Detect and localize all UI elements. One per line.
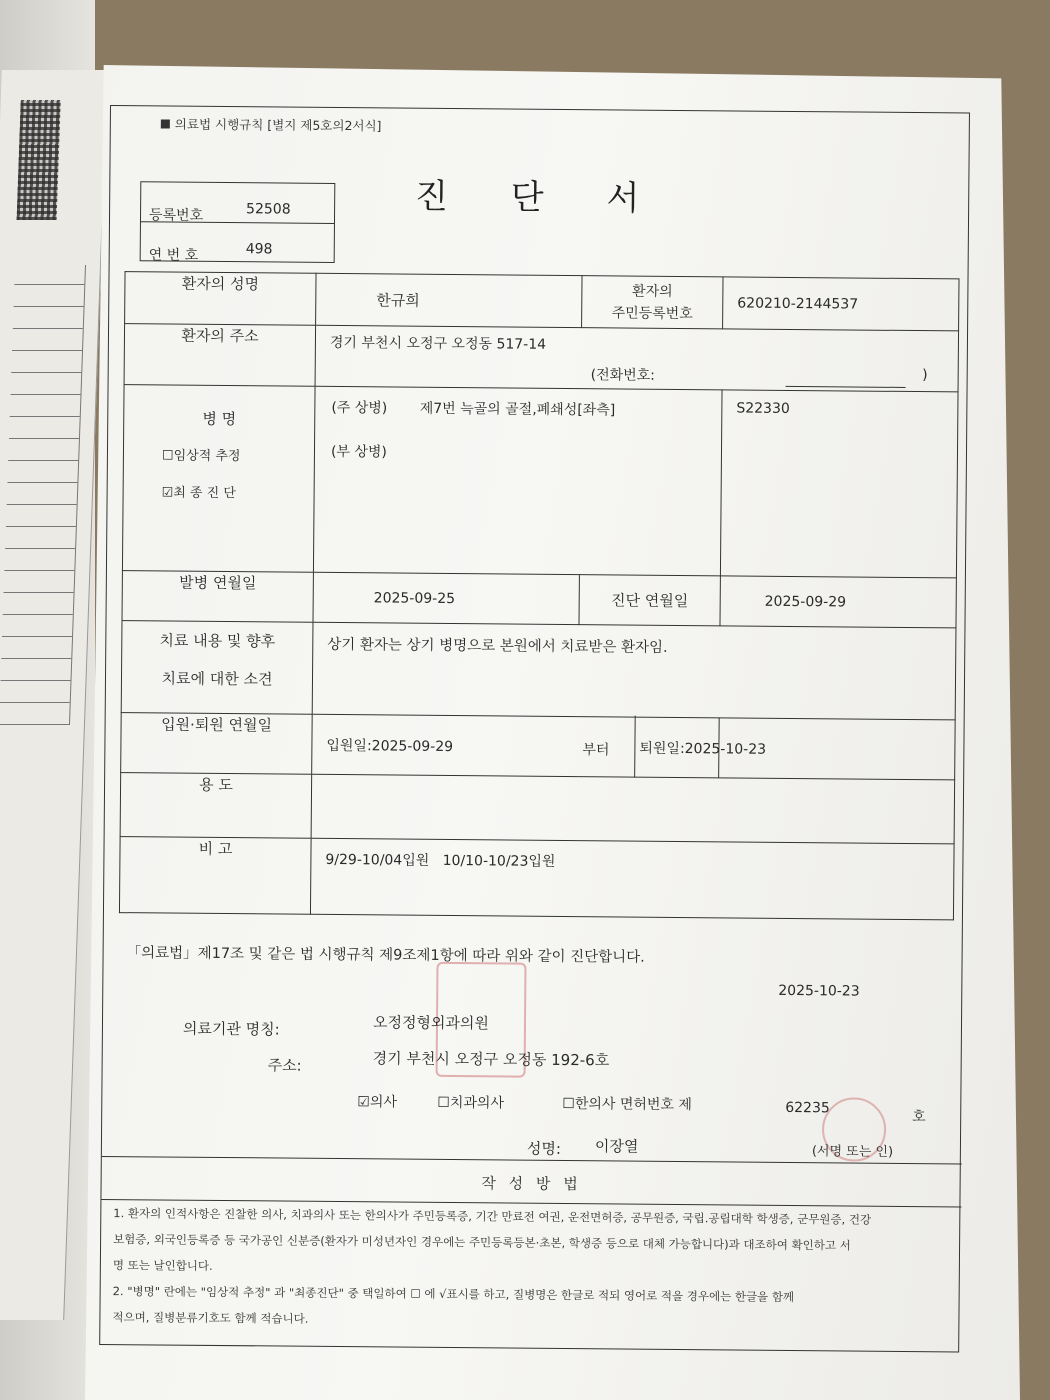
- option-doctor-label: 의사: [369, 1094, 398, 1111]
- option-clinical-label: 임상적 추정: [173, 448, 241, 465]
- diagnosis-label-cell: [122, 385, 315, 573]
- certification-date: 2025-10-23: [778, 982, 860, 1000]
- secondary-label: (부 상병): [330, 443, 388, 461]
- option-dentist-label: 치과의사: [449, 1095, 505, 1112]
- rrn-label-line2: 주민등록번호: [611, 304, 693, 322]
- method-item1-line3: 명 또는 날인합니다.: [112, 1258, 213, 1273]
- writing-method-section: [100, 1156, 962, 1354]
- checkbox-unchecked-icon[interactable]: ☐: [161, 448, 174, 464]
- square-bullet-icon: [161, 119, 170, 128]
- treatment-label: [121, 621, 313, 715]
- onset-date: 2025-09-25: [313, 572, 579, 624]
- institution-label: 의료기관 명칭:: [182, 1019, 280, 1039]
- admit-date: 입원일:2025-09-29: [326, 737, 454, 755]
- certification-statement: 「의료법」제17조 및 같은 법 시행규칙 제9조제1항에 따라 위와 같이 진단합니다.: [126, 945, 645, 966]
- license-ho: 호: [912, 1109, 926, 1126]
- document-title: 진 단 서: [414, 176, 666, 219]
- adjacent-sheet-grid: [0, 265, 86, 725]
- sign-note: (서명 또는 인): [811, 1144, 894, 1160]
- primary-diagnosis: [315, 387, 721, 431]
- option-oriental[interactable]: ☐한의사 면허번호 제: [562, 1095, 693, 1114]
- admission-divider: [634, 716, 636, 778]
- method-title: 작 성 방 법: [101, 1157, 961, 1208]
- admission-label: 입원·퇴원 연월일: [121, 713, 313, 775]
- registration-box: [140, 181, 336, 263]
- institution-address-label: 주소:: [267, 1056, 302, 1075]
- from-label: 부터: [582, 742, 610, 759]
- option-final-label: 최 종 진 단: [173, 485, 236, 502]
- address-label: 환자의 주소: [124, 324, 316, 387]
- primary-code: S22330: [736, 400, 790, 417]
- option-dentist[interactable]: ☐치과의사: [437, 1094, 505, 1112]
- method-item2-line1: 2. "병명" 란에는 "임상적 추정" 과 "최종진단" 중 택일하여 ☐ 에 √표시를 하고, 질병명은 한글로 적되 영어로 적을 경우에는 한글을 함께: [112, 1284, 795, 1305]
- institution-address: 경기 부천시 오정구 오정동 192-6호: [372, 1049, 610, 1070]
- serial-label: 연 번 호: [148, 247, 199, 264]
- serial-value: 498: [245, 241, 273, 258]
- discharge-date: 퇴원일:2025-10-23: [639, 740, 767, 758]
- qr-code-icon: [17, 100, 61, 220]
- method-item1-line2: 보험증, 외국인등록증 등 국가공인 신분증(환자가 미성년자인 경우에는 주민등록등본·초본, 학생증 등으로 대체 가능합니다)과 대조하여 확인하고 서: [113, 1232, 851, 1253]
- checkbox-checked-icon[interactable]: ☑: [161, 485, 174, 501]
- patient-name-label: 환자의 성명: [125, 272, 316, 326]
- rrn-label-line1: 환자의: [632, 283, 673, 300]
- onset-label: 발병 연월일: [122, 571, 313, 623]
- form-reference: [161, 114, 382, 134]
- signer-name: 이장열: [594, 1137, 639, 1156]
- phone-label: (전화번호:: [590, 367, 656, 384]
- signer-label: 성명:: [526, 1139, 562, 1158]
- primary-label: (주 상병): [331, 399, 388, 417]
- remarks-label: 비 고: [119, 837, 311, 915]
- certification-section: [117, 941, 954, 1178]
- diag-date: 2025-09-29: [720, 576, 956, 628]
- phone-underline: [786, 386, 906, 388]
- certificate-table: [119, 271, 960, 920]
- remarks-value: 9/29-10/04입원 10/10-10/23입원: [325, 851, 556, 870]
- form-reference-text: 의료법 시행규칙 [별지 제5호의2서식]: [174, 116, 382, 134]
- option-oriental-label: 한의사 면허번호 제: [574, 1096, 693, 1114]
- method-item1-line1: 1. 환자의 인적사항은 진찰한 의사, 치과의사 또는 한의사가 주민등록증, 기간 만료전 여권, 운전면허증, 공무원증, 국립.공립대학 학생증, 군무원증, 건강: [113, 1206, 872, 1227]
- treatment-label-line2: 치료에 대한 소견: [161, 669, 273, 689]
- diagnosis-certificate: [99, 105, 970, 1352]
- institution-name: 오정정형외과의원: [372, 1013, 490, 1033]
- reg-no-value: 52508: [246, 201, 291, 218]
- license-number: 62235: [785, 1099, 830, 1117]
- phone-close: ): [922, 367, 928, 384]
- patient-rrn: 620210-2144537: [737, 294, 859, 313]
- purpose-label: 용 도: [120, 773, 312, 839]
- treatment-text: 상기 환자는 상기 병명으로 본원에서 치료받은 환자임.: [327, 636, 668, 656]
- option-doctor[interactable]: ☑의사: [357, 1094, 398, 1111]
- method-item2-line2: 적으며, 질병분류기호도 함께 적습니다.: [112, 1310, 309, 1326]
- reg-no-label: 등록번호: [148, 207, 204, 224]
- diag-date-label: 진단 연월일: [579, 575, 720, 626]
- option-final[interactable]: [124, 481, 314, 502]
- diagnosis-label: 병 명: [202, 409, 237, 429]
- purpose-value: [311, 774, 955, 844]
- rrn-label: [582, 276, 723, 329]
- primary-value: 제7번 늑골의 골절,폐쇄성[좌측]: [419, 400, 616, 419]
- option-clinical[interactable]: [124, 444, 314, 465]
- patient-name: 한규희: [376, 291, 420, 310]
- treatment-label-line1: 치료 내용 및 향후: [159, 631, 276, 651]
- patient-address: 경기 부천시 오정구 오정동 517-14: [329, 334, 547, 353]
